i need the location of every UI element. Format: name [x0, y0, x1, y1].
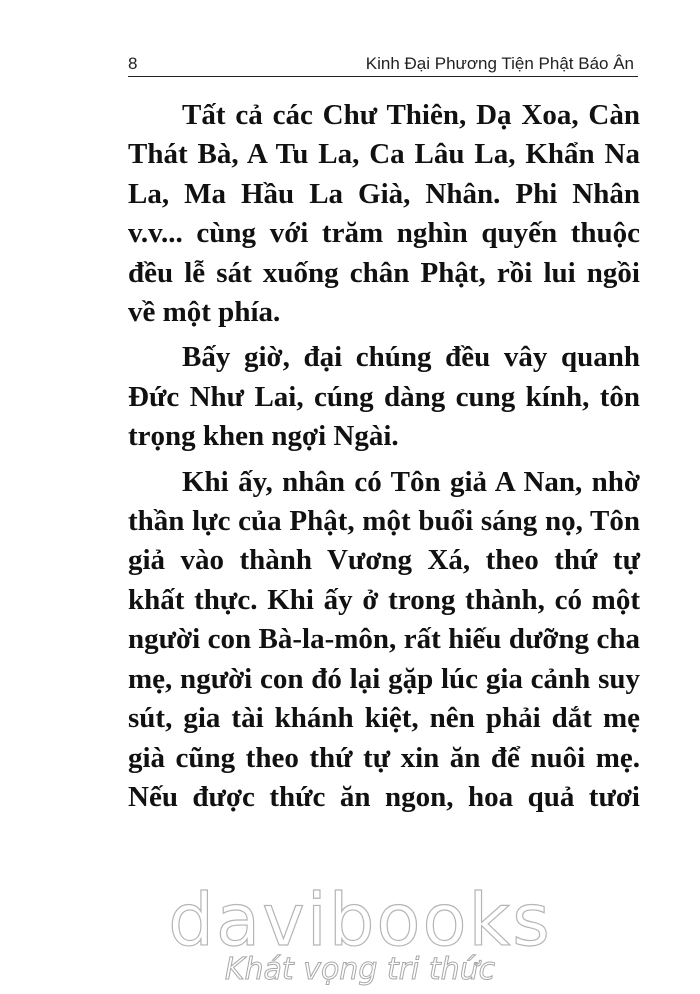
paragraph-2: Bấy giờ, đại chúng đều vây quanh Đức Như Lai, cúng dàng cung kính, tôn trọng khen ngợi Ngài.	[128, 341, 640, 453]
watermark-brand: davibooks	[168, 878, 552, 962]
body-text	[128, 96, 640, 823]
watermark-slogan: Khát vọng tri thức	[224, 952, 496, 987]
page-header	[128, 54, 638, 77]
paragraph-3: Khi ấy, nhân có Tôn giả A Nan, nhờ thần lực của Phật, một buổi sáng nọ, Tôn giả vào thành Vương Xá, theo thứ tự khất thực. Khi ấy ở trong thành, có một người con Bà-la-môn, rất hiếu dưỡng cha mẹ, người con đó lại gặp lúc gia cảnh suy sút, gia tài khánh kiệt, nên phải dắt mẹ già cũng theo thứ tự xin ăn để nuôi mẹ. Nếu được thức ăn ngon, hoa quả tươi	[128, 465, 640, 813]
paragraph-1: Tất cả các Chư Thiên, Dạ Xoa, Càn Thát Bà, A Tu La, Ca Lâu La, Khẩn Na La, Ma Hầu La Già, Nhân. Phi Nhân v.v... cùng với trăm nghìn quyến thuộc đều lễ sát xuống chân Phật, rồi lui ngồi về một phía.	[128, 99, 640, 329]
running-title: Kinh Đại Phương Tiện Phật Báo Ân	[365, 54, 634, 73]
watermark	[150, 880, 570, 990]
page-number: 8	[128, 54, 138, 73]
